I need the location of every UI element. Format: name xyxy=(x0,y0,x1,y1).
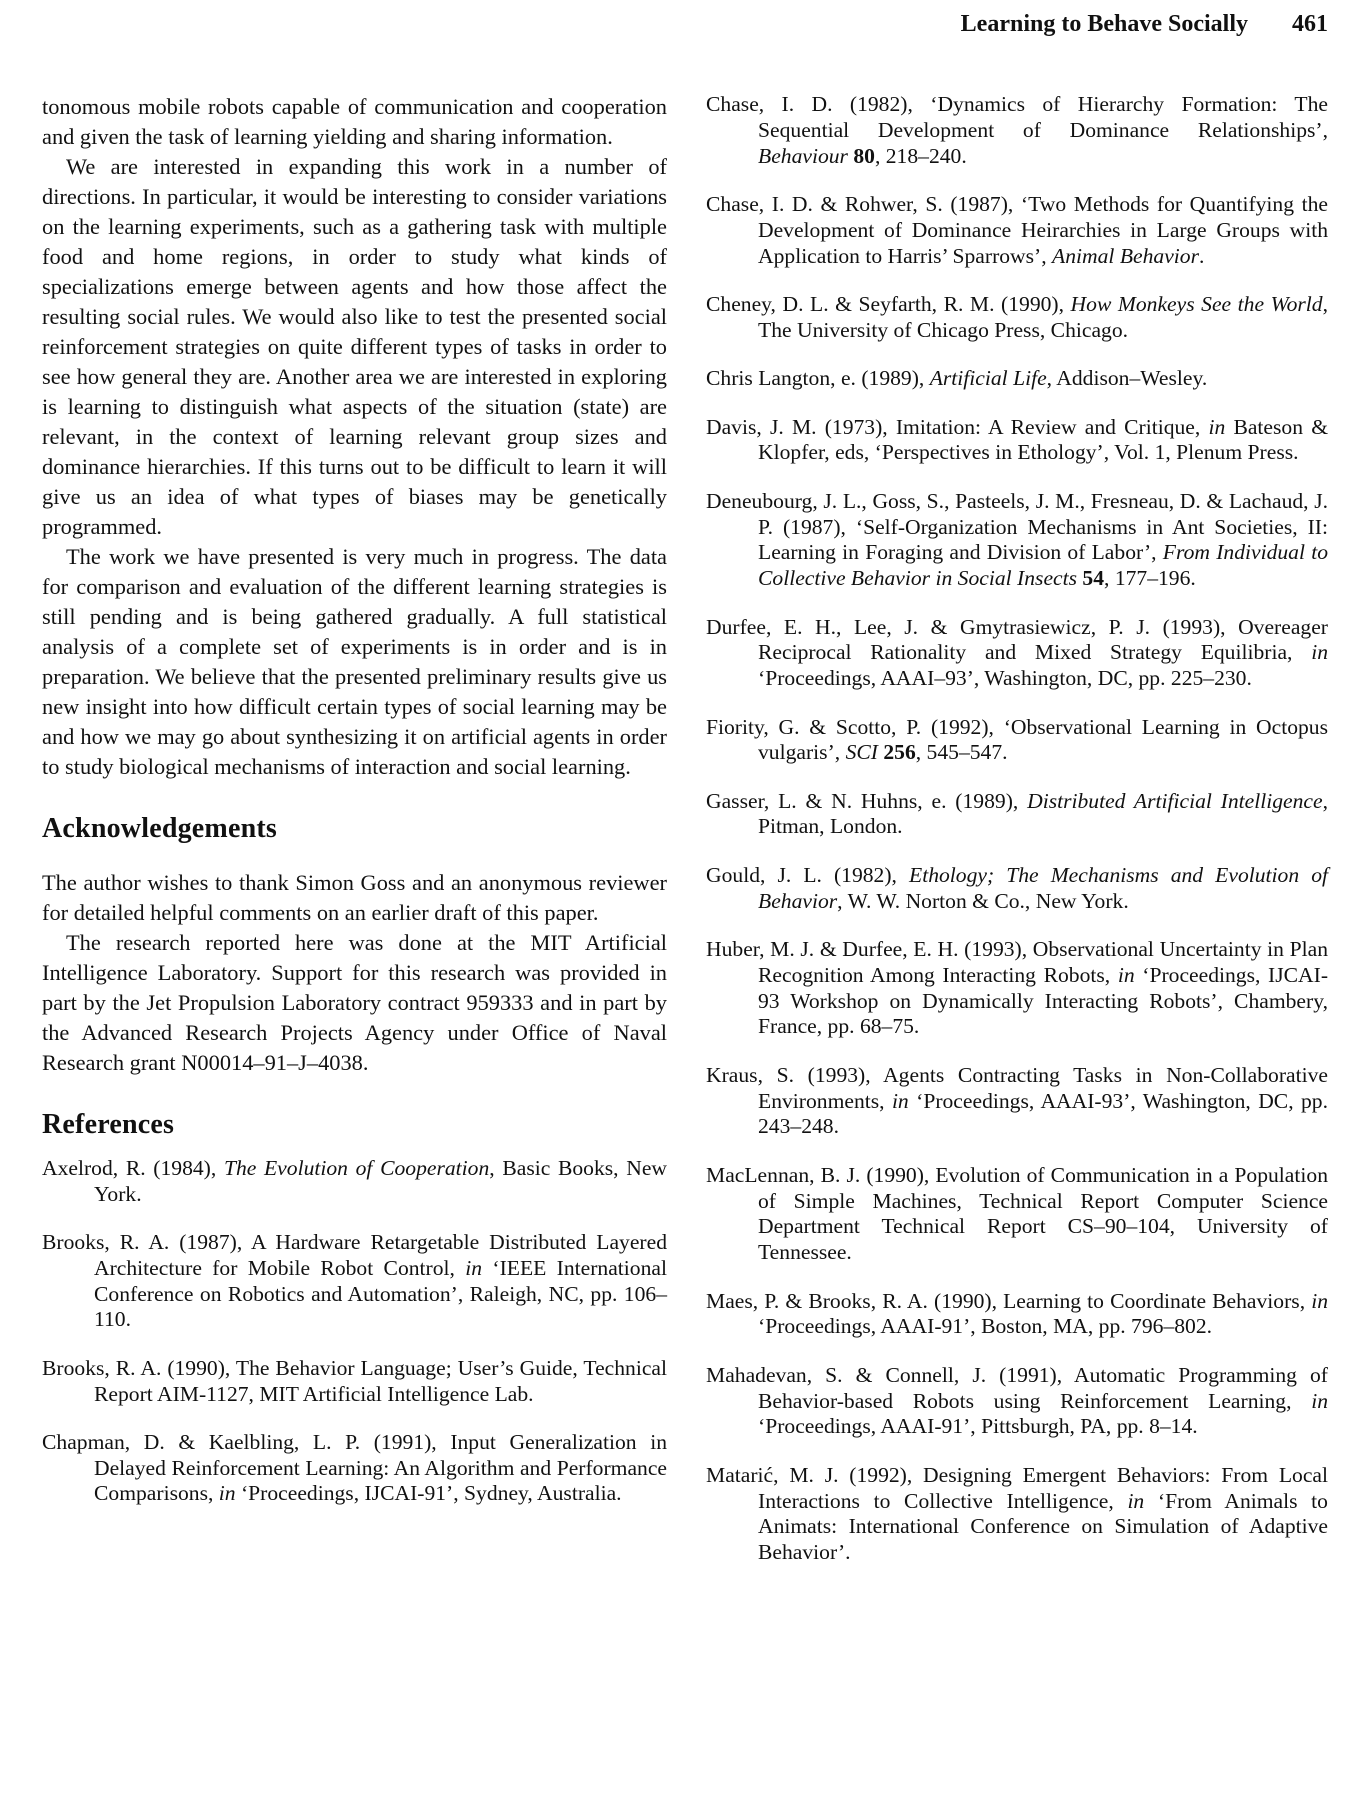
body-text xyxy=(42,92,667,782)
reference-text: ‘IEEE International Conference on Robotics and Automation’, Raleigh, NC, pp. 106–110. xyxy=(94,1255,667,1332)
reference-list-left xyxy=(42,1156,667,1507)
reference-text: ‘Proceedings, IJCAI-91’, Sydney, Australia. xyxy=(235,1481,622,1506)
reference-text: Brooks, R. A. (1987), A Hardware Retargetable Distributed Layered Architecture for Mobile Robot Control, xyxy=(42,1230,667,1280)
reference-italic-text: How Monkeys See the World xyxy=(1070,291,1323,316)
reference-entry xyxy=(42,1156,667,1208)
reference-text: ‘Proceedings, AAAI-91’, Boston, MA, pp. 796–802. xyxy=(758,1314,1213,1339)
reference-entry xyxy=(706,863,1328,915)
reference-text: , Pitman, London. xyxy=(758,788,1328,839)
reference-italic-text: Ethology; The Mechanisms and Evolution of Behavior xyxy=(758,862,1328,913)
acknowledgements-section xyxy=(42,812,667,1078)
reference-entry xyxy=(706,1363,1328,1440)
reference-text: Chase, I. D. & Rohwer, S. (1987), ‘Two Methods for Quantifying the Development of Dominance Heirarchies in Large Groups with Application to Harris’ Sparrows’, xyxy=(706,191,1328,268)
reference-text: Gould, J. L. (1982), xyxy=(706,862,910,887)
reference-entry xyxy=(706,92,1328,169)
reference-text: , 218–240. xyxy=(874,143,967,168)
reference-text: , 177–196. xyxy=(1104,566,1196,591)
right-column xyxy=(706,92,1328,1589)
left-column xyxy=(42,92,667,1530)
reference-text: Chapman, D. & Kaelbling, L. P. (1991), Input Generalization in Delayed Reinforcement Learning: An Algorithm and Performance Comparisons, xyxy=(42,1429,667,1506)
reference-text: , W. W. Norton & Co., New York. xyxy=(837,888,1129,913)
reference-entry xyxy=(706,1289,1328,1341)
reference-entry xyxy=(706,292,1328,344)
reference-text: , Basic Books, New York. xyxy=(94,1156,668,1206)
reference-text: Brooks, R. A. (1990), The Behavior Language; User’s Guide, Technical Report AIM-1127, MIT Artificial Intelligence Lab. xyxy=(42,1355,667,1406)
reference-text: Matarić, M. J. (1992), Designing Emergent Behaviors: From Local Interactions to Collective Intelligence, xyxy=(706,1462,1328,1513)
reference-italic-text: in xyxy=(1311,1388,1328,1413)
reference-text: Gasser, L. & N. Huhns, e. (1989), xyxy=(706,788,1028,813)
reference-text: Axelrod, R. (1984), xyxy=(42,1156,224,1180)
reference-text: . xyxy=(1198,243,1205,268)
reference-text: Chase, I. D. (1982), ‘Dynamics of Hierarchy Formation: The Sequential Development of Dominance Relationships’, xyxy=(706,92,1328,142)
reference-entry xyxy=(42,1430,667,1507)
reference-text: ‘From Animals to Animats: International Conference on Simulation of Adaptive Behavior’. xyxy=(758,1488,1328,1565)
reference-entry xyxy=(706,192,1328,269)
reference-italic-text: in xyxy=(1127,1488,1145,1513)
reference-text: Bateson & Klopfer, eds, ‘Perspectives in Ethology’, Vol. 1, Plenum Press. xyxy=(758,414,1328,465)
reference-volume: 256 xyxy=(883,740,916,765)
reference-entry xyxy=(706,715,1328,767)
reference-text: ‘Proceedings, IJCAI-93 Workshop on Dynamically Interacting Robots’, Chambery, France, pp. 68–75. xyxy=(758,962,1329,1039)
reference-italic-text: Artificial Life xyxy=(929,366,1047,391)
reference-text: Davis, J. M. (1973), Imitation: A Review and Critique, xyxy=(706,414,1209,439)
reference-entry xyxy=(706,415,1328,467)
reference-text: Durfee, E. H., Lee, J. & Gmytrasiewicz, P. J. (1993), Overeager Reciprocal Rationality and Mixed Strategy Equilibria, xyxy=(706,614,1328,665)
reference-text: ‘Proceedings, AAAI-93’, Washington, DC, pp. 243–248. xyxy=(758,1088,1328,1139)
reference-text: Fiority, G. & Scotto, P. (1992), ‘Observational Learning in Octopus vulgaris’, xyxy=(706,714,1328,765)
reference-text: Maes, P. & Brooks, R. A. (1990), Learning to Coordinate Behaviors, xyxy=(706,1288,1312,1313)
reference-italic-text: in xyxy=(1117,962,1135,987)
reference-italic-text: in xyxy=(218,1481,236,1506)
reference-italic-text: Behaviour xyxy=(758,143,848,168)
reference-italic-text: Animal Behavior xyxy=(1052,243,1199,268)
reference-text: MacLennan, B. J. (1990), Evolution of Communication in a Population of Simple Machines, Technical Report Computer Science Department Technical Report CS–90–104, University of Tennessee. xyxy=(706,1162,1328,1265)
acknowledgements-heading: Acknowledgements xyxy=(42,813,277,844)
reference-text: Cheney, D. L. & Seyfarth, R. M. (1990), xyxy=(706,291,1071,316)
reference-entry xyxy=(706,789,1328,841)
references-section xyxy=(42,1108,667,1507)
reference-entry xyxy=(706,489,1328,592)
reference-italic-text: The Evolution of Cooperation xyxy=(223,1156,490,1180)
reference-italic-text: in xyxy=(891,1088,909,1113)
reference-text: Mahadevan, S. & Connell, J. (1991), Automatic Programming of Behavior-based Robots using Reinforcement Learning, xyxy=(706,1362,1328,1413)
reference-text: ‘Proceedings, AAAI-91’, Pittsburgh, PA, pp. 8–14. xyxy=(758,1414,1198,1439)
references-heading: References xyxy=(42,1109,175,1140)
reference-list-right xyxy=(706,92,1328,1566)
running-header xyxy=(961,6,1328,42)
reference-entry xyxy=(42,1230,667,1333)
reference-text: Huber, M. J. & Durfee, E. H. (1993), Observational Uncertainty in Plan Recognition Among Interacting Robots, xyxy=(706,937,1328,987)
reference-italic-text: SCI xyxy=(845,740,878,765)
reference-entry xyxy=(706,366,1328,392)
reference-text: ‘Proceedings, AAAI–93’, Washington, DC, pp. 225–230. xyxy=(758,666,1252,691)
acknowledgements-paragraph: The research reported here was done at the MIT Artificial Intelligence Laboratory. Support for this research was provided in part by the Jet Propulsion Laboratory contract 959333 and in part by the Advanced Research Projects Agency under Office of Naval Research grant N00014–91–J–4038. xyxy=(42,930,667,1075)
reference-entry xyxy=(706,937,1328,1040)
reference-text: , The University of Chicago Press, Chicago. xyxy=(758,291,1328,342)
reference-italic-text: From Individual to Collective Behavior in Social Insects xyxy=(758,540,1328,591)
reference-italic-text: in xyxy=(1208,414,1226,439)
reference-volume: 54 xyxy=(1082,566,1105,591)
reference-entry xyxy=(706,1463,1328,1566)
reference-entry xyxy=(42,1356,667,1408)
reference-italic-text: in xyxy=(1311,1288,1328,1313)
reference-italic-text: in xyxy=(1311,640,1328,665)
reference-text: Deneubourg, J. L., Goss, S., Pasteels, J. M., Fresneau, D. & Lachaud, J. P. (1987), ‘Self-Organization Mechanisms in Ant Societies, II: Learning in Foraging and Division of Labor’, xyxy=(706,488,1328,565)
running-title: Learning to Behave Socially xyxy=(960,10,1248,37)
reference-volume: 80 xyxy=(853,143,875,168)
page-number: 461 xyxy=(1292,10,1328,37)
reference-italic-text: in xyxy=(465,1255,483,1280)
reference-text: Kraus, S. (1993), Agents Contracting Tasks in Non-Collaborative Environments, xyxy=(706,1062,1328,1113)
reference-entry xyxy=(706,1163,1328,1266)
body-paragraph: The work we have presented is very much in progress. The data for comparison and evaluation of the different learning strategies is still pending and is being gathered gradually. A full statistical analysis of a complete set of experiments is in order and is in preparation. We believe that the presented preliminary results give us new insight into how difficult certain types of social learning may be and how we may go about synthesizing it on artificial agents in order to study biological mechanisms of interaction and social learning. xyxy=(42,544,667,779)
reference-entry xyxy=(706,615,1328,692)
acknowledgements-paragraph: The author wishes to thank Simon Goss and an anonymous reviewer for detailed helpful comments on an earlier draft of this paper. xyxy=(42,870,667,925)
body-paragraph: We are interested in expanding this work in a number of directions. In particular, it would be interesting to consider variations on the learning experiments, such as a gathering task with multiple food and home regions, in order to study what kinds of specializations emerge between agents and how those affect the resulting social rules. We would also like to test the presented social reinforcement strategies on quite different types of tasks in order to see how general they are. Another area we are interested in exploring is learning to distinguish what aspects of the situation (state) are relevant, in the context of learning relevant group sizes and dominance hierarchies. If this turns out to be difficult to learn it will give us an idea of what types of biases may be genetically programmed. xyxy=(42,154,667,539)
reference-italic-text: Distributed Artificial Intelligence xyxy=(1027,788,1323,813)
body-paragraph: tonomous mobile robots capable of communication and cooperation and given the task of learning yielding and sharing information. xyxy=(42,94,667,149)
reference-text: Chris Langton, e. (1989), xyxy=(706,366,930,391)
reference-text: , Addison–Wesley. xyxy=(1046,366,1208,391)
reference-text: , 545–547. xyxy=(915,740,1008,765)
reference-entry xyxy=(706,1063,1328,1140)
